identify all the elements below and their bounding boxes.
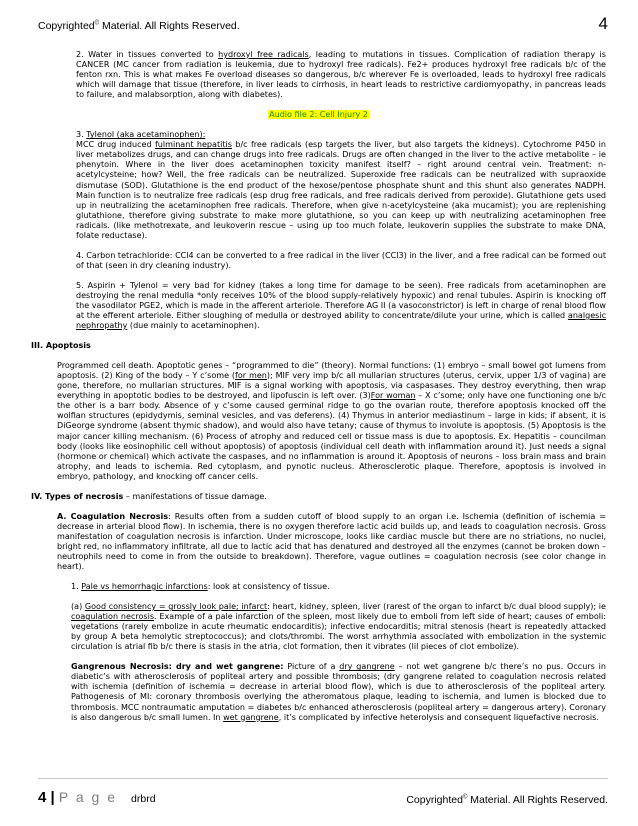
gangrene-paragraph: Gangrenous Necrosis: dry and wet gangrene: Picture of a dry gangrene – not wet gangrene b/c there’s no pus. Occurs in diabetic’s with atherosclerosis of popliteal artery and possible thrombosis; (dry gangrene related to coagulation necrosis related with ischemia (definition of ischemia = decrease in arterial blood flow), which is due to atherosclerosis of the popliteal artery. Pathogenesis of MI: coronary thrombosis overlying the atheromatous plaque, leading to ischemia, and lumen is blocked due to thrombosis. MCC nontraumatic amputation = diabetes b/c enhanced atherosclerosis (popliteal artery = dangerous artery). Coronary is also dangerous b/c small lumen. In wet gangrene, it’s complicated by infective heterolysis and consequent liquefactive necrosis. bbox=[71, 662, 607, 722]
item-4-paragraph: 4. Carbon tetrachloride: CCl4 can be converted to a free radical in the liver (CCl3) in the liver, and a free radical can be formed out of that (seen in dry cleaning industry). bbox=[76, 250, 606, 270]
item-a-paragraph: (a) Good consistency = grossly look pale; infarct: heart, kidney, spleen, liver (rarest of the organ to infarct b/c dual blood supply); ie coagulation necrosis. Example of a pale infarction of the spleen, most likely due to emboli from left side of heart; causes of emboli: vegetations (rarely embolize in acute rheumatic endocarditis); infective endocarditis; mitral stenosis (heart is repeatedly attacked by group A beta hemolytic streptococcus); and clots/thrombi. The worst arrhythmia associated with embolization in the systemic circulation is atrial fib b/c there is stasis in the atria, clot formation, then it vibrates (lil pieces of clot embolize). bbox=[71, 602, 606, 652]
header-copyright: Copyrighted© Material. All Rights Reserved. bbox=[38, 20, 240, 32]
item-3-paragraph: 3. Tylenol (aka acetaminophen): MCC drug induced fulminant hepatitis b/c free radicals (esp targets the liver, but also targets the kidneys). Cytochrome P450 in liver metabolizes drugs, and can change drugs into free radicals. Drugs are often changed in the liver to the active metabolite – ie phenytoin. Where in the liver does acetaminophen toxicity manifest itself? – right around central vein. Treatment: n-acetylcysteine; how? Well, the free radicals can be neutralized. Superoxide free radicals can be neutralized with supraoxide dismutase (SOD). Glutathione is the end product of the hexose/pentose phosphate shunt and this shunt also generates NADPH. Main function is to neutralize free radicals (esp drug free radicals, and free radicals derived from peroxide). Glutathione gets used up in neutralizing the acetaminophen free radicals. Therefore, when give n-acetylcysteine (aka mucamist); you are replenishing glutathione, therefore giving substrate to make more glutathione, so you can keep up with neutralizing acetaminophen free radicals. (like methotrexate, and leukoverin rescue – using up too much folate, leukoverin supplies the substrate to make DNA, folate reductase). bbox=[76, 130, 606, 240]
audio-file-label: Audio file 2: Cell Injury 2 bbox=[269, 110, 368, 120]
item-a1-paragraph: 1. Pale vs hemorrhagic infarctions: look at consistency of tissue. bbox=[71, 582, 330, 592]
section-apoptosis-heading: III. Apoptosis bbox=[31, 341, 91, 351]
item-5-paragraph: 5. Aspirin + Tylenol = very bad for kidney (takes a long time for damage to be seen). Free radicals from acetaminophen are destroying the renal medulla *only receives 10% of the blood supply-relatively hypoxic) and renal tubules. Aspirin is knocking off the vasodilator PGE2, which is made in the afferent arteriole. Therefore AG II (a vasoconstrictor) is left in charge of renal blood flow at the efferent arteriole. Either sloughing of medulla or destroyed ability to concentrate/dilute your urine, which is called analgesic nephropathy (due mainly to acetaminophen). bbox=[76, 280, 606, 331]
footer-page-label: 4 | P a g e drbrd bbox=[38, 789, 156, 806]
coagulation-necrosis-paragraph: A. Coagulation Necrosis: Results often from a sudden cutoff of blood supply to an organ i.e. Ischemia (definition of ischemia = decrease in arterial blood flow). In ischemia, there is no oxygen therefore lactic acid builds up, and leads to coagulation necrosis. Gross manifestation of coagulation necrosis is infarction. Under microscope, looks like cardiac muscle but there are no striations, no nuclei, bright red, no inflammatory infiltrate, all due to lactic acid that has denatured and destroyed all the enzymes (cannot be broken down – neutrophils need to come in from the outside to breakdown). Therefore, vague outlines = coagulation necrosis (see color change in heart). bbox=[57, 511, 606, 572]
footer-copyright: Copyrighted© Material. All Rights Reserved. bbox=[406, 794, 608, 806]
footer-divider bbox=[38, 778, 608, 779]
apoptosis-paragraph: Programmed cell death. Apoptotic genes – “programmed to die” (theory). Normal functions: (1) embryo – small bowel got lumens from apoptosis. (2) King of the body – Y c’some (for men); MIF very imp b/c all mullarian structures (uterus, cervix, upper 1/3 of vagina) are gone, therefore, no mullarian structures. MIF is a signal working with apoptosis, via caspasases. They destroy everything, then wrap everything in apoptotic bodies to be destroyed, and lipofuscin is left over. (3)For woman – X c’some; only have one functioning one b/c the other is a barr body. Absence of y c’some caused germinal ridge to go the ovarian route, therefore apoptosis knocked off the wolfian structures (epidydymis, seminal vesicles, and vas deferens). (4) Thymus in anterior mediastinum – large in kids; if absent, it is DiGeorge syndrome (absent thymic shadow), and would also have tetany; cause of thymus to involute is apoptosis. (5) Apoptosis is the major cancer killing mechanism. (6) Process of atrophy and reduced cell or tissue mass is due to apoptosis. Ex. Hepatitis – councilman body (looks like eosinophilic cell without apoptosis) of apoptosis (individual cell death with inflammation around it). Just needs a signal (hormone or chemical) which activate the caspases, and no inflammation is around it. Apoptosis of neurons – loss brain mass and brain atrophy, and leads to ischemia. Red cytoplasm, and pynotic nucleus. Atherosclerotic plaque. Therefore, apoptosis is involved in embryo, pathology, and knocking off cancer cells. bbox=[57, 361, 606, 481]
header-page-number: 4 bbox=[598, 14, 608, 33]
section-necrosis-heading: IV. Types of necrosis – manifestations of tissue damage. bbox=[31, 491, 267, 501]
document-body bbox=[31, 50, 606, 723]
item-2-paragraph: 2. Water in tissues converted to hydroxyl free radicals, leading to mutations in tissues. Complication of radiation therapy is CANCER (MC cancer from radiation is leukemia, due to hydroxyl free radicals). Fe2+ produces hydroxyl free radicals b/c of the fenton rxn. This is what makes Fe overload diseases so dangerous, b/c wherever Fe is overloaded, leads to hydroxyl free radicals which will damage that tissue (therefore, in liver leads to cirrhosis, in heart leads to restrictive cardiomyopathy, in pancreas leads to failure, and malabsorption, along with diabetes). bbox=[76, 50, 606, 100]
page-header bbox=[38, 14, 608, 36]
